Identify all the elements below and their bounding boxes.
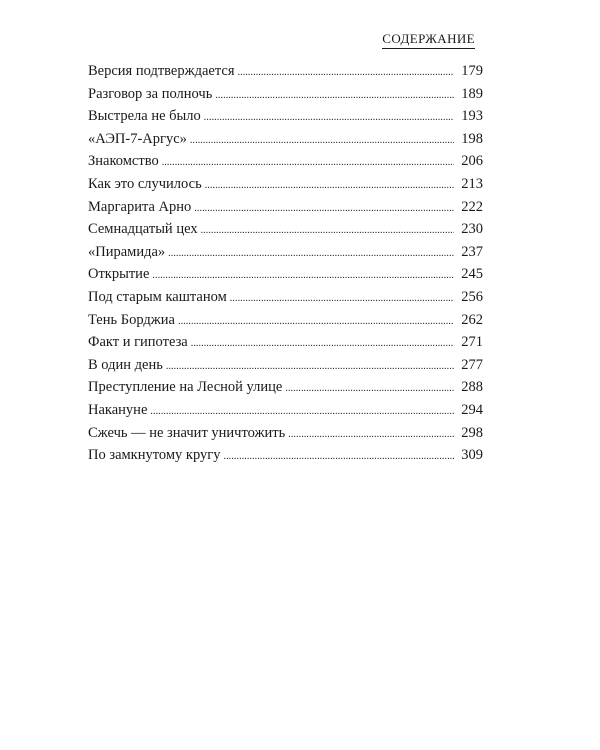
dot-leader xyxy=(230,290,454,308)
toc-entry-page: 277 xyxy=(461,356,483,373)
dot-leader xyxy=(288,426,454,444)
toc-entry-page: 294 xyxy=(461,401,483,418)
toc-entry xyxy=(88,311,483,334)
toc-entry xyxy=(88,378,483,401)
toc-entry-title: В один день xyxy=(88,356,163,373)
dot-leader xyxy=(191,335,454,353)
toc-entry-page: 206 xyxy=(461,153,483,170)
toc-entry-title: Под старым каштаном xyxy=(88,288,227,305)
toc-entry xyxy=(88,220,483,243)
toc-entry xyxy=(88,446,483,469)
toc-entry-title: Сжечь — не значит уничтожить xyxy=(88,424,286,441)
toc-entry-title: По замкнутому кругу xyxy=(88,447,221,464)
dot-leader xyxy=(285,380,454,398)
toc-entry-page: 288 xyxy=(461,379,483,396)
toc-entry xyxy=(88,152,483,175)
toc-entry-title: Преступление на Лесной улице xyxy=(88,379,283,396)
toc-entry-title: Выстрела не было xyxy=(88,108,201,125)
toc-entry-page: 193 xyxy=(461,108,483,125)
dot-leader xyxy=(166,358,454,376)
toc-entry xyxy=(88,333,483,356)
toc-entry-page: 245 xyxy=(461,266,483,283)
toc-entry-page: 213 xyxy=(461,175,483,192)
running-head: СОДЕРЖАНИЕ xyxy=(382,31,475,49)
toc-entry xyxy=(88,130,483,153)
toc-entry-page: 298 xyxy=(461,424,483,441)
dot-leader xyxy=(201,222,454,240)
toc-entry xyxy=(88,288,483,311)
toc-entry-page: 256 xyxy=(461,288,483,305)
dot-leader xyxy=(152,267,454,285)
dot-leader xyxy=(194,200,454,218)
dot-leader xyxy=(168,245,454,263)
toc-entry-page: 262 xyxy=(461,311,483,328)
toc-entry-page: 179 xyxy=(461,63,483,79)
toc-entry xyxy=(88,401,483,424)
toc-entry-title: Знакомство xyxy=(88,153,159,170)
toc-entry xyxy=(88,356,483,379)
toc-entry xyxy=(88,107,483,130)
toc-entry-page: 189 xyxy=(461,85,483,102)
table-of-contents xyxy=(88,62,483,469)
toc-entry-page: 271 xyxy=(461,334,483,351)
toc-entry xyxy=(88,198,483,221)
toc-entry-title: Открытие xyxy=(88,266,150,283)
toc-entry-title: Как это случилось xyxy=(88,175,202,192)
dot-leader xyxy=(205,177,454,195)
dot-leader xyxy=(215,87,454,105)
toc-entry-title: Версия подтверждается xyxy=(88,63,235,79)
toc-entry-title: «Пирамида» xyxy=(88,243,166,260)
toc-entry-page: 309 xyxy=(461,447,483,464)
toc-entry xyxy=(88,175,483,198)
dot-leader xyxy=(162,154,454,172)
toc-entry-title: Разговор за полночь xyxy=(88,85,213,102)
dot-leader xyxy=(238,64,455,82)
dot-leader xyxy=(190,132,454,150)
toc-entry-title: «АЭП-7-Аргус» xyxy=(88,130,187,147)
toc-entry xyxy=(88,85,483,108)
toc-entry xyxy=(88,62,483,85)
dot-leader xyxy=(150,403,454,421)
dot-leader xyxy=(223,448,454,466)
toc-entry-page: 198 xyxy=(461,130,483,147)
toc-entry-page: 222 xyxy=(461,198,483,215)
toc-entry xyxy=(88,243,483,266)
toc-entry-title: Семнадцатый цех xyxy=(88,221,198,238)
toc-entry-title: Факт и гипотеза xyxy=(88,334,188,351)
toc-entry-page: 237 xyxy=(461,243,483,260)
toc-entry-title: Маргарита Арно xyxy=(88,198,192,215)
toc-entry xyxy=(88,424,483,447)
toc-entry-title: Тень Борджиа xyxy=(88,311,175,328)
dot-leader xyxy=(204,109,454,127)
toc-entry xyxy=(88,265,483,288)
toc-entry-page: 230 xyxy=(461,221,483,238)
toc-entry-title: Накануне xyxy=(88,401,148,418)
dot-leader xyxy=(178,313,454,331)
